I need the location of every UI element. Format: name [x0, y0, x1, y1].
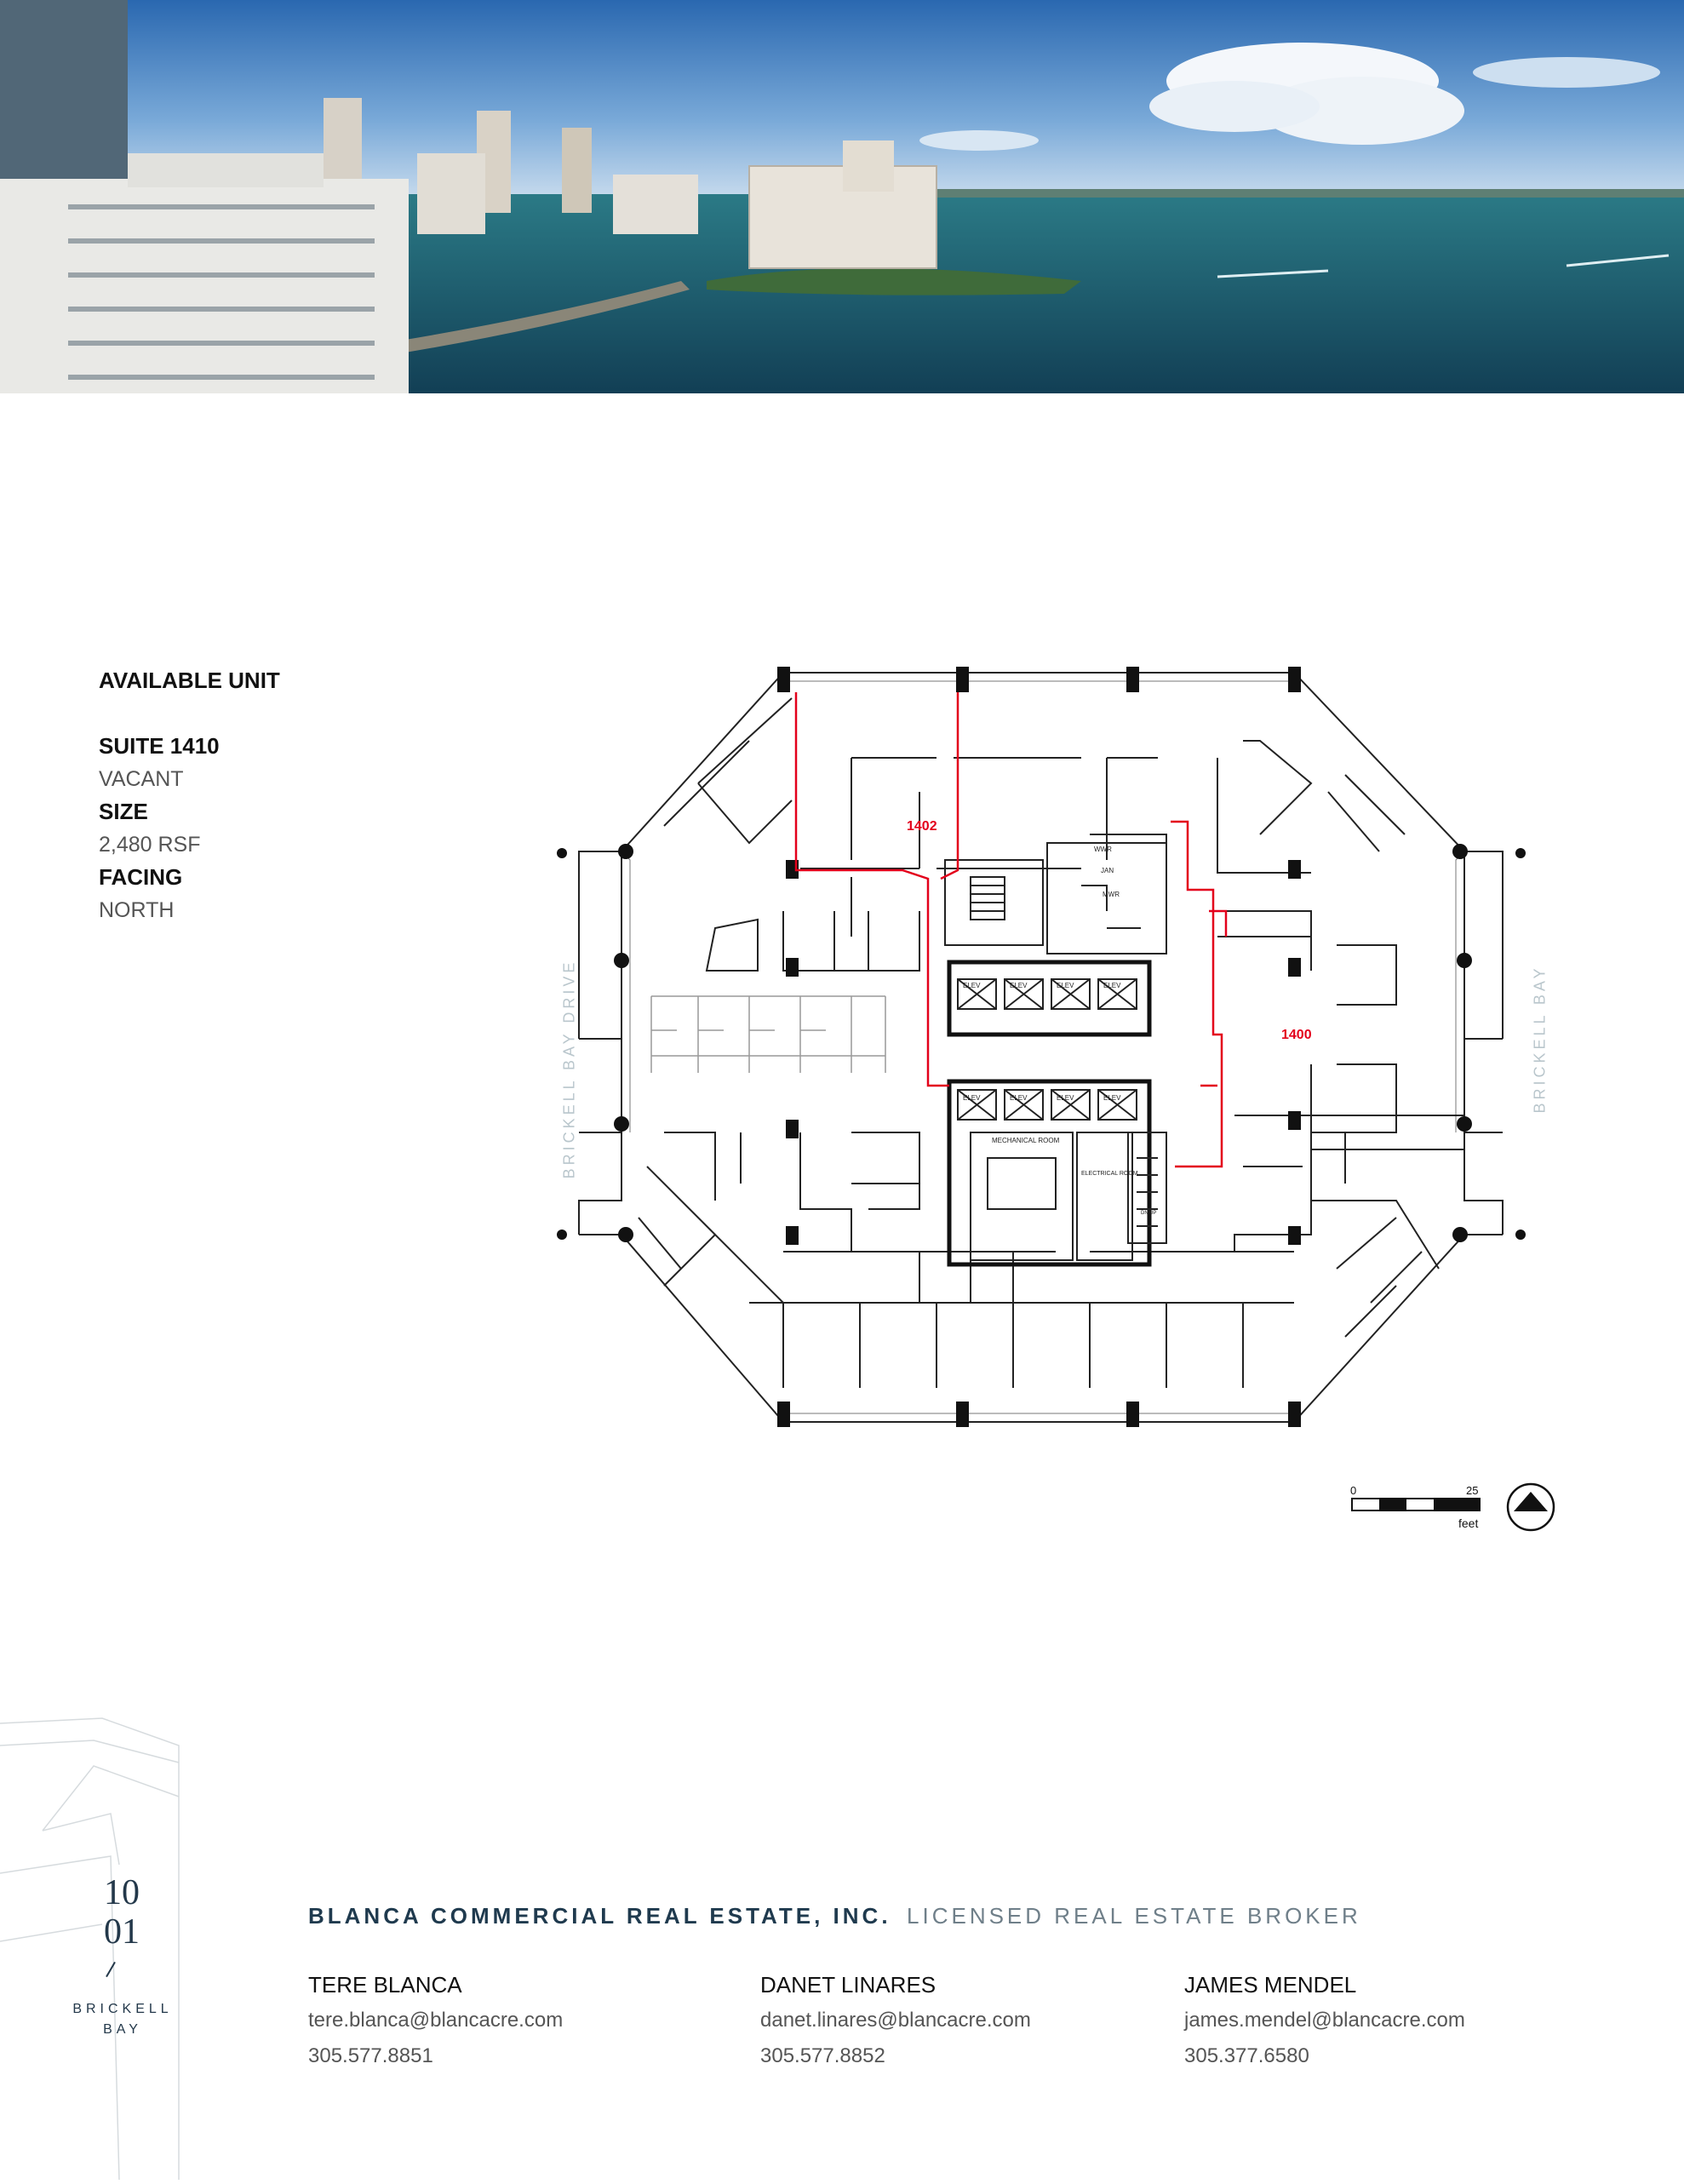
elev-label-7: ELEV: [1057, 1094, 1074, 1102]
stair-up-label: UP: [1149, 1211, 1157, 1216]
contact-name: DANET LINARES: [760, 1972, 937, 1998]
elev-label-8: ELEV: [1103, 1094, 1121, 1102]
facing-value: NORTH: [99, 898, 175, 922]
contact-email[interactable]: danet.linares@blancacre.com: [760, 2009, 1031, 2032]
facing-label: FACING: [99, 864, 183, 890]
stair-dn-label: DN: [1141, 1211, 1148, 1216]
elev-label-4: ELEV: [1103, 982, 1121, 989]
contact-phone[interactable]: 305.577.8852: [760, 2044, 885, 2067]
street-label-right: BRICKELL BAY: [1531, 965, 1549, 1114]
unit-info: [99, 664, 405, 926]
logo-line-2: BAY: [103, 2022, 142, 2037]
elev-label-6: ELEV: [1010, 1094, 1028, 1102]
jan-label: JAN: [1101, 867, 1114, 874]
logo-line-1: BRICKELL: [72, 2002, 173, 2016]
electrical-room-label: ELECTRICAL ROOM: [1081, 1171, 1138, 1177]
contact-phone[interactable]: 305.577.8851: [308, 2044, 433, 2067]
mechanical-room-label: MECHANICAL ROOM: [992, 1137, 1060, 1144]
contact-email[interactable]: james.mendel@blancacre.com: [1184, 2009, 1465, 2032]
north-arrow-icon: [1508, 1484, 1554, 1530]
company-tagline: LICENSED REAL ESTATE BROKER: [907, 1903, 1361, 1929]
logo-number-bottom: 01: [104, 1912, 140, 1952]
building-outline-icon: [0, 1711, 187, 2180]
waterfront-skyline-photo: [0, 0, 1684, 393]
contact-card: [308, 1967, 666, 2074]
company-name: BLANCA COMMERCIAL REAL ESTATE, INC.: [308, 1903, 891, 1929]
suite-1400-label: 1400: [1281, 1028, 1312, 1042]
suite-label: SUITE 1410: [99, 733, 220, 759]
size-value: 2,480 RSF: [99, 833, 201, 857]
elev-label-1: ELEV: [963, 982, 981, 989]
suite-status: VACANT: [99, 767, 184, 791]
floor-plan-drawing: [494, 656, 1584, 1550]
contact-name: JAMES MENDEL: [1184, 1972, 1357, 1998]
available-unit-heading: AVAILABLE UNIT: [99, 668, 280, 693]
suite-1402-label: 1402: [907, 819, 937, 834]
logo-number-top: 10: [104, 1873, 140, 1912]
elev-label-2: ELEV: [1010, 982, 1028, 989]
contact-name: TERE BLANCA: [308, 1972, 462, 1998]
contact-card: [1184, 1967, 1542, 2074]
scale-unit: feet: [1458, 1516, 1479, 1530]
company-line: [308, 1903, 1361, 1929]
brickell-bay-logo: [0, 1711, 187, 2180]
mwr-label: MWR: [1103, 891, 1120, 898]
scale-zero: 0: [1350, 1484, 1357, 1497]
contact-phone[interactable]: 305.377.6580: [1184, 2044, 1309, 2067]
scale-max: 25: [1466, 1484, 1479, 1497]
wwr-label: WWR: [1094, 846, 1112, 853]
scale-bar: [1350, 1484, 1480, 1530]
floor-plan: [494, 656, 1584, 1554]
contact-email[interactable]: tere.blanca@blancacre.com: [308, 2009, 564, 2032]
contact-card: [760, 1967, 1118, 2074]
hero-photo: [0, 0, 1684, 393]
elev-label-3: ELEV: [1057, 982, 1074, 989]
street-label-left: BRICKELL BAY DRIVE: [560, 959, 578, 1179]
elev-label-5: ELEV: [963, 1094, 981, 1102]
size-label: SIZE: [99, 799, 148, 824]
